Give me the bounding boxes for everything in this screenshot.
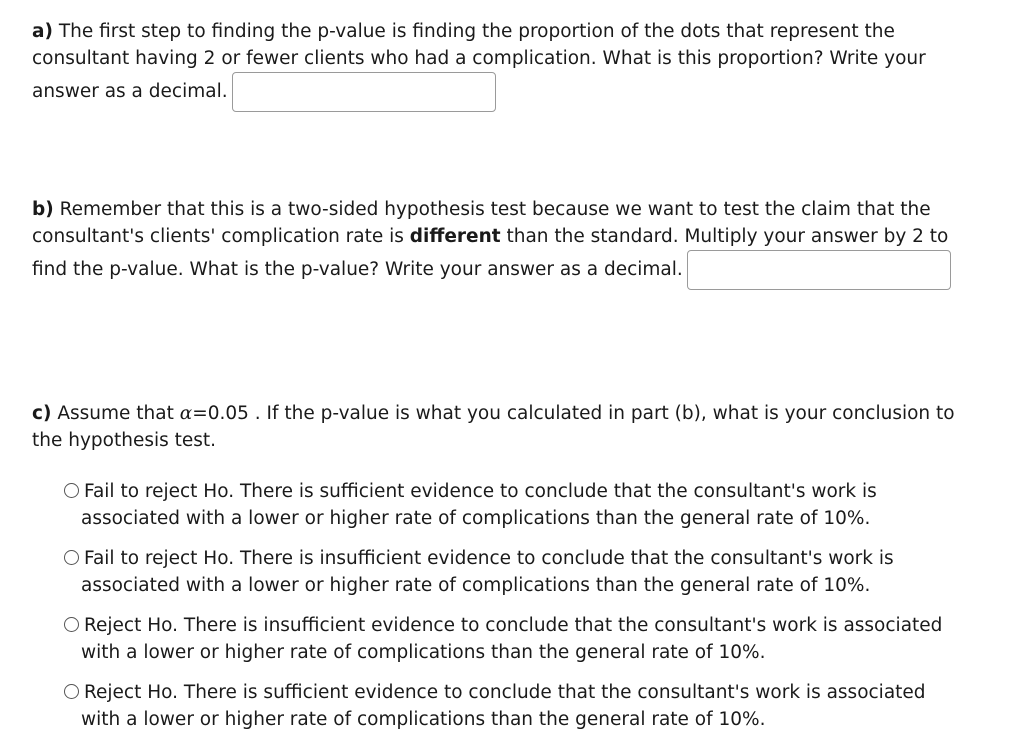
part-b-text-line3: find the p-value. What is the p-value? Write your answer as a decimal.: [32, 259, 683, 280]
option-4-line2: with a lower or higher rate of complications than the general rate of 10%.: [81, 709, 766, 730]
option-1-line2: associated with a lower or higher rate of complications than the general rate of 10%.: [81, 508, 871, 529]
option-1-line1: Fail to reject Ho. There is sufficient evidence to conclude that the consultant's work is: [84, 481, 877, 502]
part-c-line1: [32, 400, 992, 427]
part-b-emphasis: different: [409, 226, 501, 247]
option-4[interactable]: [64, 679, 964, 733]
part-c-text-line2: the hypothesis test.: [32, 430, 217, 451]
radio-button[interactable]: [64, 483, 79, 498]
part-b-line1: [32, 196, 992, 223]
part-a-text-line1: The first step to finding the p-value is finding the proportion of the dots that represent the: [58, 21, 895, 42]
answer-options: [64, 478, 964, 746]
option-2[interactable]: [64, 545, 964, 599]
option-1[interactable]: [64, 478, 964, 532]
option-3-line2: with a lower or higher rate of complications than the general rate of 10%.: [81, 642, 766, 663]
part-b-label: b): [32, 199, 54, 220]
option-2-line2: associated with a lower or higher rate of complications than the general rate of 10%.: [81, 575, 871, 596]
part-c-text-pre: Assume that: [57, 403, 180, 424]
part-b-text-line2-pre: consultant's clients' complication rate is: [32, 226, 410, 247]
option-2-line1: Fail to reject Ho. There is insufficient evidence to conclude that the consultant's work is: [84, 548, 894, 569]
part-a-line1: [32, 18, 992, 45]
part-b-line3: [32, 250, 992, 290]
question-part-a: [32, 18, 992, 112]
part-b-text-line1: Remember that this is a two-sided hypothesis test because we want to test the claim that the: [59, 199, 931, 220]
part-c-text-alpha: =0.05 . If the p-value is what you calculated in part (b), what is your conclusion to: [192, 403, 955, 424]
option-4-line1: Reject Ho. There is sufficient evidence to conclude that the consultant's work is associated: [84, 682, 926, 703]
part-a-line3: [32, 72, 992, 112]
part-b-answer-input[interactable]: [687, 250, 951, 290]
question-part-c: [32, 400, 992, 454]
part-a-label: a): [32, 21, 53, 42]
part-b-text-line2-post: than the standard. Multiply your answer by 2 to: [500, 226, 949, 247]
option-3[interactable]: [64, 612, 964, 666]
option-3-line1: Reject Ho. There is insufficient evidence to conclude that the consultant's work is associated: [84, 615, 943, 636]
part-a-text-line2: consultant having 2 or fewer clients who had a complication. What is this proportion? Write your: [32, 48, 926, 69]
radio-button[interactable]: [64, 684, 79, 699]
radio-button[interactable]: [64, 550, 79, 565]
question-part-b: [32, 196, 992, 290]
part-c-label: c): [32, 403, 52, 424]
part-a-answer-input[interactable]: [232, 72, 496, 112]
part-a-text-line3: answer as a decimal.: [32, 81, 228, 102]
radio-button[interactable]: [64, 617, 79, 632]
alpha-symbol: α: [179, 403, 193, 424]
part-b-line2: [32, 223, 992, 250]
